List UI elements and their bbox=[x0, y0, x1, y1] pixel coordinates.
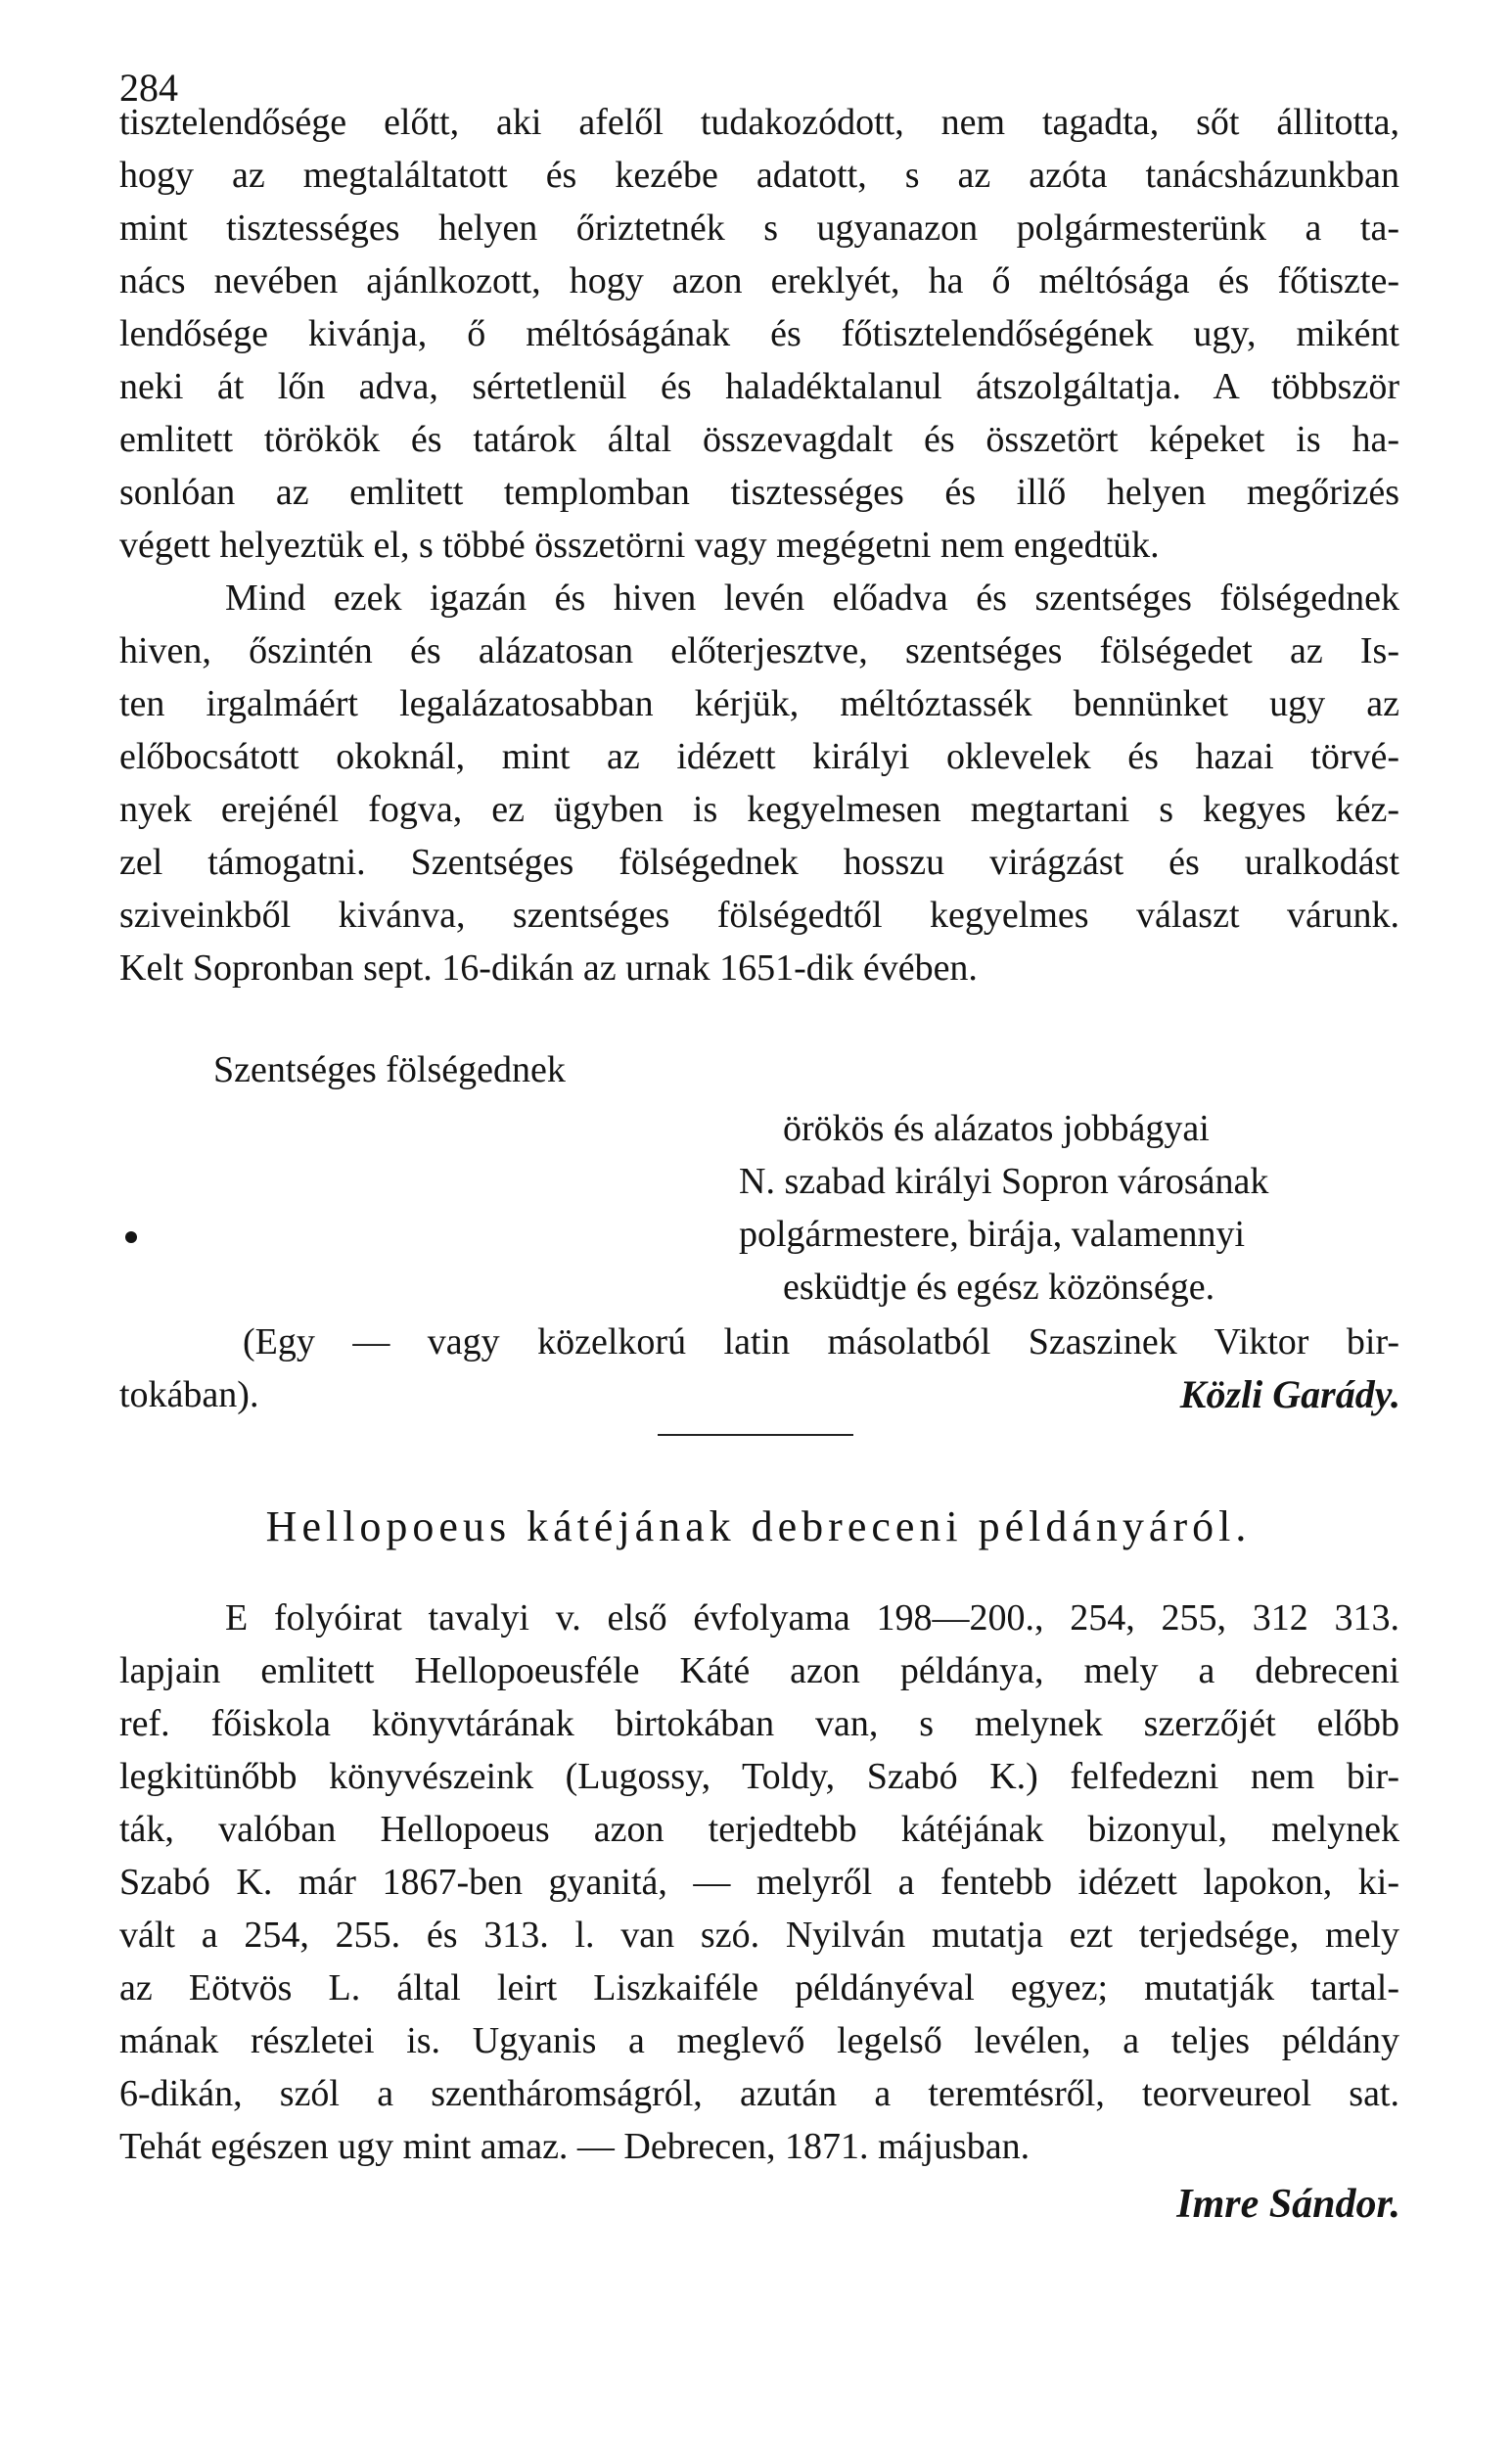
text-line: legkitünőbb könyvészeink (Lugossy, Toldy, Szabó K.) felfedezni nem bir- bbox=[119, 1756, 1399, 1797]
text-line: lapjain emlitett Hellopoeusféle Káté azon példánya, mely a debreceni bbox=[119, 1650, 1399, 1691]
signature-line: polgármestere, birája, valamennyi bbox=[739, 1214, 1246, 1255]
text-line: hiven, őszintén és alázatosan előterjesztve, szentséges fölségedet az Is- bbox=[119, 630, 1399, 671]
text-line: ref. főiskola könyvtárának birtokában van, s melynek szerzőjét előbb bbox=[119, 1703, 1399, 1744]
text-line: tisztelendősége előtt, aki afelől tudakozódott, nem tagadta, sőt állitotta, bbox=[119, 102, 1399, 143]
text-line: mint tisztességes helyen őriztetnék s ugyanazon polgármesterünk a ta- bbox=[119, 208, 1399, 249]
communicated-by: Közli Garády. bbox=[1179, 1372, 1400, 1416]
text-line: Szabó K. már 1867-ben gyanitá, — melyről a fentebb idézett lapokon, ki- bbox=[119, 1862, 1399, 1903]
text-line: előbocsátott okoknál, mint az idézett királyi oklevelek és hazai törvé- bbox=[119, 736, 1399, 777]
text-line: Kelt Sopronban sept. 16-dikán az urnak 1651-dik évében. bbox=[119, 947, 978, 989]
text-line: ták, valóban Hellopoeus azon terjedtebb kátéjának bizonyul, melynek bbox=[119, 1809, 1399, 1850]
text-line: mának részletei is. Ugyanis a meglevő legelső levélen, a teljes példány bbox=[119, 2020, 1399, 2061]
text-line: végett helyeztük el, s többé összetörni vagy megégetni nem engedtük. bbox=[119, 525, 1160, 566]
text-line: nács nevében ajánlkozott, hogy azon ereklyét, ha ő méltósága és főtiszte- bbox=[119, 260, 1399, 301]
text-line: E folyóirat tavalyi v. első évfolyama 198—200., 254, 255, 312 313. bbox=[225, 1597, 1399, 1639]
text-line: nyek erejénél fogva, ez ügyben is kegyelmesen megtartani s kegyes kéz- bbox=[119, 789, 1399, 830]
signature-line: N. szabad királyi Sopron városának bbox=[739, 1161, 1269, 1202]
text-line: 6-dikán, szól a szentháromságról, azután a teremtésről, teorveureol sat. bbox=[119, 2073, 1399, 2114]
text-line: lendősége kivánja, ő méltóságának és főtisztelendőségének ugy, miként bbox=[119, 313, 1399, 354]
text-line: vált a 254, 255. és 313. l. van szó. Nyilván mutatja ezt terjedsége, mely bbox=[119, 1915, 1399, 1956]
text-line: zel támogatni. Szentséges fölségednek hosszu virágzást és uralkodást bbox=[119, 842, 1399, 883]
signature-line: esküdtje és egész közönsége. bbox=[783, 1267, 1215, 1308]
text-line: neki át lőn adva, sértetlenül és haladéktalanul átszolgáltatja. A többször bbox=[119, 366, 1399, 407]
text-line: ten irgalmáért legalázatosabban kérjük, méltóztassék bennünket ugy az bbox=[119, 683, 1399, 724]
text-line: emlitett törökök és tatárok által összevagdalt és összetört képeket is ha- bbox=[119, 419, 1399, 460]
section-divider bbox=[658, 1434, 853, 1436]
text-line: sziveinkből kivánva, szentséges fölségedtől kegyelmes választ várunk. bbox=[119, 895, 1399, 936]
text-line: Tehát egészen ugy mint amaz. — Debrecen, 1871. májusban. bbox=[119, 2126, 1031, 2167]
text-line: sonlóan az emlitett templomban tisztességes és illő helyen megőrizés bbox=[119, 472, 1399, 513]
salutation: Szentséges fölségednek bbox=[213, 1049, 566, 1090]
text-line: az Eötvös L. által leirt Liszkaiféle példányéval egyez; mutatják tartal- bbox=[119, 1967, 1399, 2008]
text-line: Mind ezek igazán és hiven levén előadva és szentséges fölségednek bbox=[225, 577, 1399, 619]
article-heading: Hellopoeus kátéjának debreceni példányáról. bbox=[265, 1502, 1252, 1550]
signature-line: örökös és alázatos jobbágyai bbox=[783, 1108, 1210, 1149]
page-number: 284 bbox=[119, 66, 178, 110]
stray-mark bbox=[125, 1231, 137, 1243]
text-line: hogy az megtaláltatott és kezébe adatott, s az azóta tanácsházunkban bbox=[119, 155, 1399, 196]
author-signature: Imre Sándor. bbox=[1176, 2182, 1400, 2227]
source-note: (Egy — vagy közelkorú latin másolatból Szaszinek Viktor bir- bbox=[243, 1321, 1399, 1362]
source-note-end: tokában). bbox=[119, 1374, 259, 1415]
